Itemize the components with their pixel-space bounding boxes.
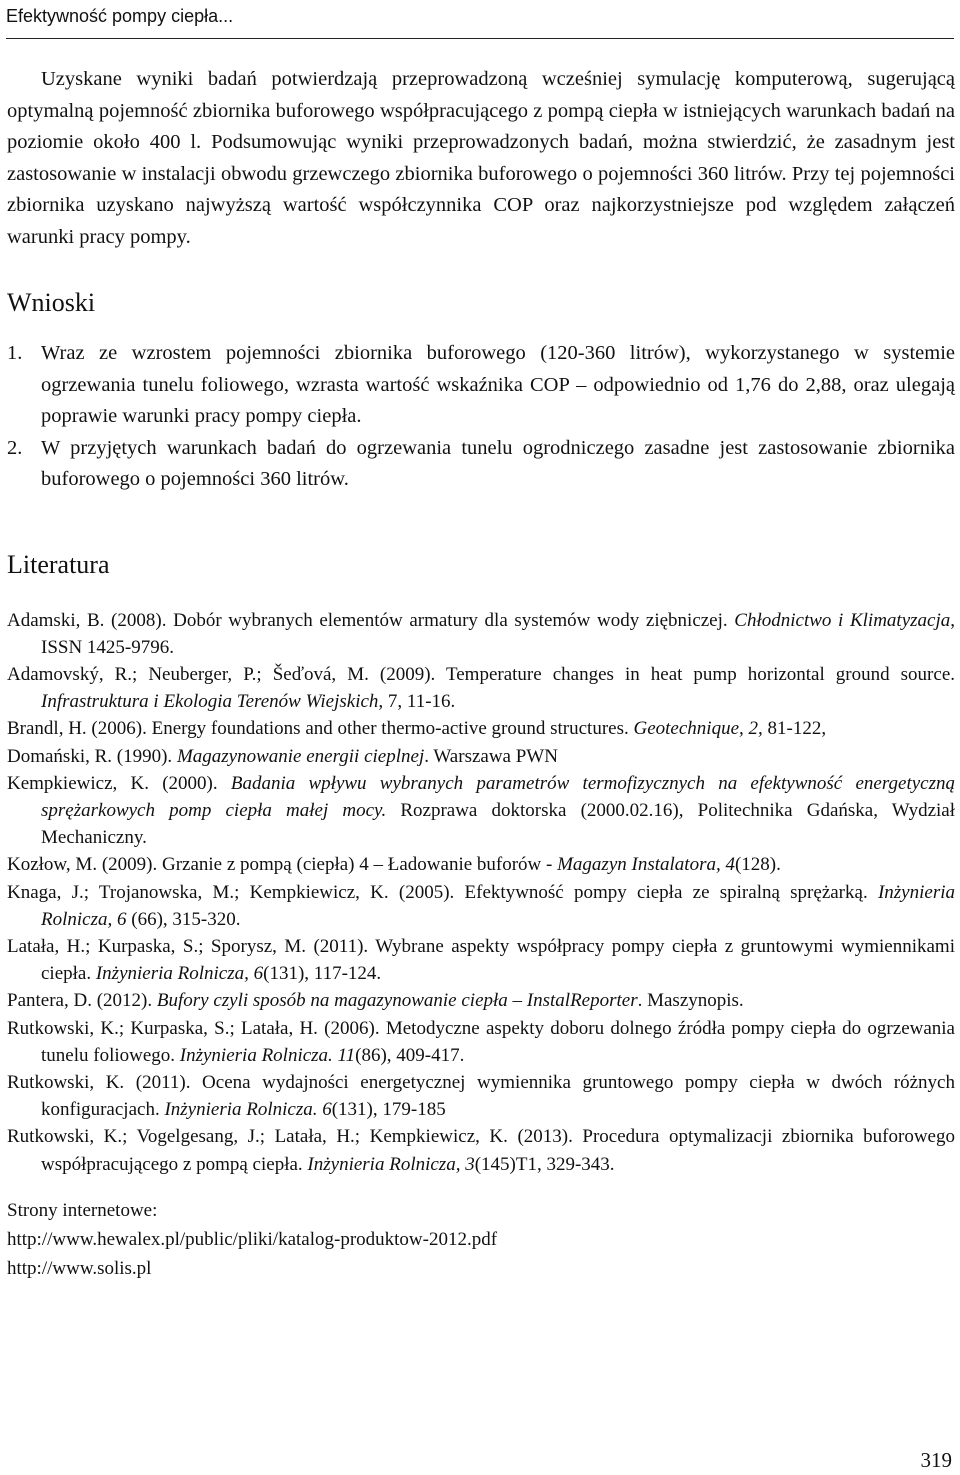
reference-text: Adamovský, R.; Neuberger, P.; Šeďová, M. (2009). Temperature changes in heat pump horizontal ground source. [7,663,955,685]
reference-details: (145)T1, 329-343. [474,1153,615,1175]
reference-source: Inżynieria Rolnicza. 11 [179,1044,356,1066]
reference-item [7,715,955,742]
reference-details: , ISSN 1425-9796. [41,609,955,658]
web-sources [7,1196,955,1283]
reference-source: Inżynieria Rolnicza. 6 [164,1099,332,1121]
conclusions-list [7,338,955,496]
reference-details: (131), 179-185 [331,1099,446,1121]
reference-text: Rutkowski, K.; Kurpaska, S.; Latała, H. (2006). Metodyczne aspekty doboru dolnego źródła pompy ciepła do ogrzewania tunelu foliowego. [7,1017,955,1066]
reference-details: (86), 409-417. [355,1044,465,1066]
reference-text: Kempkiewicz, K. (2000). [7,772,231,794]
reference-text: Rutkowski, K.; Vogelgesang, J.; Latała, H.; Kempkiewicz, K. (2013). Procedura optymalizacji zbiornika buforowego współpracującego z pompą ciepła. [7,1126,955,1175]
conclusion-text: W przyjętych warunkach badań do ogrzewania tunelu ogrodniczego zasadne jest zastosowanie zbiornika buforowego o pojemności 360 litrów. [41,436,955,490]
reference-source: Magazynowanie energii cieplnej [176,745,425,767]
reference-details: 7, 11-16. [383,691,456,713]
page-content [7,64,955,1283]
running-title: Efektywność pompy ciepła... [6,6,234,26]
conclusion-number: 1. [7,342,23,364]
reference-item [7,607,955,661]
reference-text: Knaga, J.; Trojanowska, M.; Kempkiewicz, K. (2005). Efektywność pompy ciepła ze spiralną sprężarką. [7,881,878,903]
reference-item [7,743,955,770]
reference-details: (131), 117-124. [263,963,382,985]
body-paragraph: Uzyskane wyniki badań potwierdzają przeprowadzoną wcześniej symulację komputerową, sugerującą optymalną pojemność zbiornika buforowego współpracującego z pompą ciepła w istniejących warunkach badań na poziomie około 400 l. Podsumowując wyniki przeprowadzonych badań, można stwierdzić, że zasadnym jest zastosowanie w instalacji obwodu grzewczego zbiornika buforowego o pojemności 360 litrów. Przy tej pojemności zbiornika uzyskano najwyższą wartość współczynnika COP oraz najkorzystniejsze pod względem załączeń warunki pracy pompy. [7,68,955,248]
reference-details: Rozprawa doktorska (2000.02.16), Politechnika Gdańska, Wydział Mechaniczny. [41,799,955,849]
reference-source: Inżynieria Rolnicza, 3 [307,1153,475,1175]
page-number: 319 [920,1448,952,1472]
reference-source: Bufory czyli sposób na magazynowanie ciepła – InstalReporter [156,990,638,1012]
reference-text: Adamski, B. (2008). Dobór wybranych elementów armatury dla systemów wody ziębniczej. [7,609,735,631]
reference-item [7,1069,955,1123]
references-list [7,607,955,1178]
reference-text: Rutkowski, K. (2011). Ocena wydajności energetycznej wymiennika gruntowego pompy ciepła w dwóch różnych konfiguracjach. [7,1071,955,1121]
web-link[interactable]: http://www.hewalex.pl/public/pliki/katalog-produktow-2012.pdf [7,1228,498,1250]
references-heading: Literatura [7,549,110,579]
reference-text: Pantera, D. (2012). [7,990,157,1012]
conclusion-text: Wraz ze wzrostem pojemności zbiornika buforowego (120-360 litrów), wykorzystanego w systemie ogrzewania tunelu foliowego, wzrasta wartość wskaźnika COP – odpowiednio od 1,76 do 2,88, oraz ulegają poprawie warunki pracy pompy ciepła. [41,342,955,427]
reference-source: Inżynieria Rolnicza, 6 [95,963,264,985]
web-sources-label: Strony internetowe: [7,1199,158,1221]
reference-source: Geotechnique, 2, [633,718,763,740]
reference-item [7,851,955,878]
reference-source: Badania wpływu wybranych parametrów termofizycznych na efektywność energetyczną sprężarkowych pomp ciepła małej mocy. [41,772,955,821]
reference-source: Inżynieria Rolnicza, 6 [41,881,955,930]
reference-item [7,879,955,933]
reference-details: 81-122, [762,718,827,740]
reference-item [7,1123,955,1177]
reference-text: Domański, R. (1990). [7,745,177,767]
conclusion-item [7,433,955,496]
conclusions-heading: Wnioski [7,288,96,317]
reference-item [7,933,955,987]
reference-source: Infrastruktura i Ekologia Terenów Wiejskich, [41,691,384,713]
reference-item [7,1015,955,1069]
reference-item [7,987,955,1014]
reference-item [7,770,955,852]
reference-details: (66), 315-320. [126,908,241,930]
reference-text: Kozłow, M. (2009). Grzanie z pompą (ciepła) 4 – Ładowanie buforów - [7,854,558,876]
web-link[interactable]: http://www.solis.pl [7,1257,152,1279]
conclusion-item [7,338,955,433]
reference-source: Magazyn Instalatora, 4 [557,854,735,876]
reference-text: Latała, H.; Kurpaska, S.; Sporysz, M. (2011). Wybrane aspekty współpracy pompy ciepła z gruntowymi wymiennikami ciepła. [7,935,955,985]
reference-details: . Warszawa PWN [424,745,558,767]
running-header [6,0,954,39]
reference-details: (128). [734,854,781,876]
conclusion-number: 2. [7,436,23,459]
reference-details: . Maszynopis. [637,990,744,1012]
reference-source: Chłodnictwo i Klimatyzacja [734,609,951,631]
reference-item [7,661,955,715]
reference-text: Brandl, H. (2006). Energy foundations and other thermo-active ground structures. [7,718,634,740]
